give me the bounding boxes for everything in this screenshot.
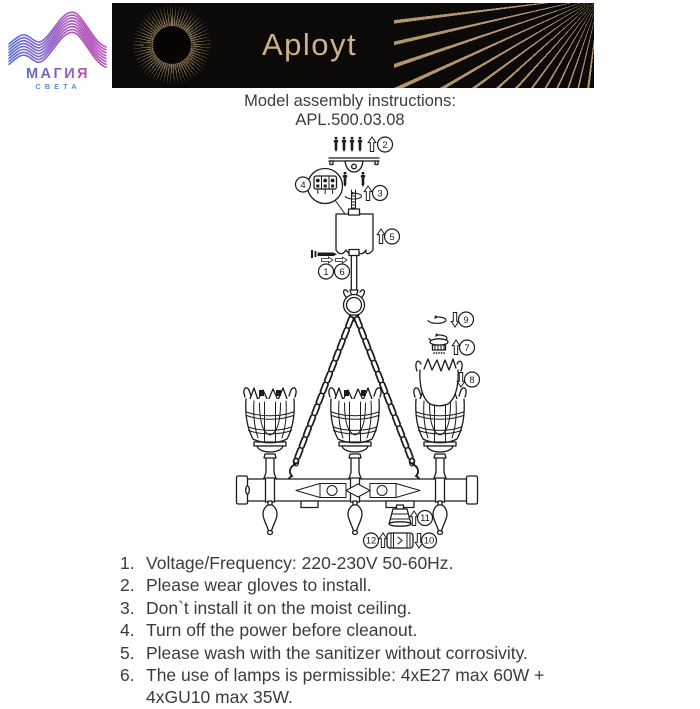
- svg-text:12: 12: [365, 535, 377, 547]
- instruction-number: 2.: [120, 575, 135, 596]
- svg-text:4: 4: [300, 179, 306, 191]
- ceiling-screws: [334, 137, 362, 152]
- magia-sveta-logo-icon: [6, 4, 110, 92]
- instruction-number: 1.: [120, 553, 135, 573]
- instruction-text: The use of lamps is permissible: 4xE27 max 60W + 4xGU10 max 35W.: [146, 665, 545, 708]
- instructions-list: [120, 552, 580, 709]
- canopy: [336, 209, 373, 256]
- instruction-item: [120, 552, 580, 574]
- store-name: МАГИЯ: [25, 66, 91, 82]
- svg-text:7: 7: [464, 342, 470, 354]
- instruction-number: 3.: [120, 597, 135, 618]
- part-label-7: [460, 340, 475, 355]
- part-label-8: [465, 372, 480, 387]
- canopy-side-screw: [311, 250, 337, 258]
- svg-text:3: 3: [377, 188, 383, 200]
- brand-banner: [112, 3, 594, 88]
- instruction-text: Don`t install it on the moist ceiling.: [146, 597, 412, 618]
- socket-rotation-icon: [428, 315, 446, 323]
- instruction-text: Voltage/Frequency: 220-230V 50-60Hz.: [146, 553, 454, 573]
- instruction-text: Turn off the power before cleanout.: [146, 620, 418, 641]
- lamp-cage-center: [329, 388, 381, 482]
- instruction-item: [120, 597, 580, 619]
- svg-text:8: 8: [469, 374, 475, 386]
- part-label-3: [373, 186, 388, 201]
- hanging-rod: [351, 256, 356, 291]
- part-label-1: [319, 264, 334, 279]
- finial-center: [348, 501, 362, 535]
- instruction-number: 5.: [120, 642, 135, 663]
- part-label-2: [378, 137, 393, 152]
- svg-text:5: 5: [389, 231, 395, 243]
- svg-text:1: 1: [323, 266, 329, 278]
- beam-ornament: [296, 484, 420, 498]
- instruction-item: [120, 664, 580, 709]
- instruction-number: 6.: [120, 665, 135, 686]
- lamp-cage-left: [244, 388, 296, 482]
- part-label-5: [385, 229, 400, 244]
- mounting-bracket: [329, 158, 379, 172]
- part-label-10: [422, 533, 437, 548]
- brand-name: Aployt: [262, 27, 358, 62]
- store-name-line2: СВЕТА: [35, 82, 81, 91]
- assembly-diagram: [0, 130, 700, 554]
- corner-rays-decoration: [394, 3, 594, 88]
- terminal-block-inset: [308, 169, 346, 215]
- part-label-4: [296, 177, 311, 192]
- instruction-number: 4.: [120, 620, 135, 641]
- wave-lines-icon: [9, 12, 106, 67]
- svg-text:9: 9: [463, 314, 469, 326]
- beam: [237, 458, 478, 508]
- svg-text:2: 2: [382, 139, 388, 151]
- finial-right: [433, 501, 447, 535]
- store-logo: [6, 4, 110, 92]
- part-label-9: [459, 312, 474, 327]
- svg-text:11: 11: [420, 513, 430, 525]
- part-label-6: [335, 264, 350, 279]
- instruction-item: [120, 574, 580, 596]
- part-label-12: [364, 533, 379, 548]
- sunburst-icon: [133, 6, 211, 84]
- socket-ring: [429, 333, 448, 354]
- page-title: Model assembly instructions:: [244, 92, 456, 110]
- instruction-item: [120, 642, 580, 664]
- part-label-11: [418, 511, 433, 526]
- model-number: APL.500.03.08: [295, 111, 405, 129]
- finial-left: [263, 501, 277, 535]
- instruction-text: Please wear gloves to install.: [146, 575, 372, 596]
- svg-text:10: 10: [423, 535, 435, 547]
- hanging-ring: [344, 290, 365, 321]
- bracket-screws: [343, 172, 365, 187]
- svg-text:6: 6: [339, 266, 345, 278]
- glass-shade-exploded: [416, 359, 462, 406]
- gu10-mount-left: [301, 501, 318, 508]
- instruction-text: Please wash with the sanitizer without corrosivity.: [146, 642, 528, 663]
- instruction-item: [120, 619, 580, 641]
- gu10-bulb: [387, 533, 413, 548]
- gu10-spotlight: [389, 505, 411, 526]
